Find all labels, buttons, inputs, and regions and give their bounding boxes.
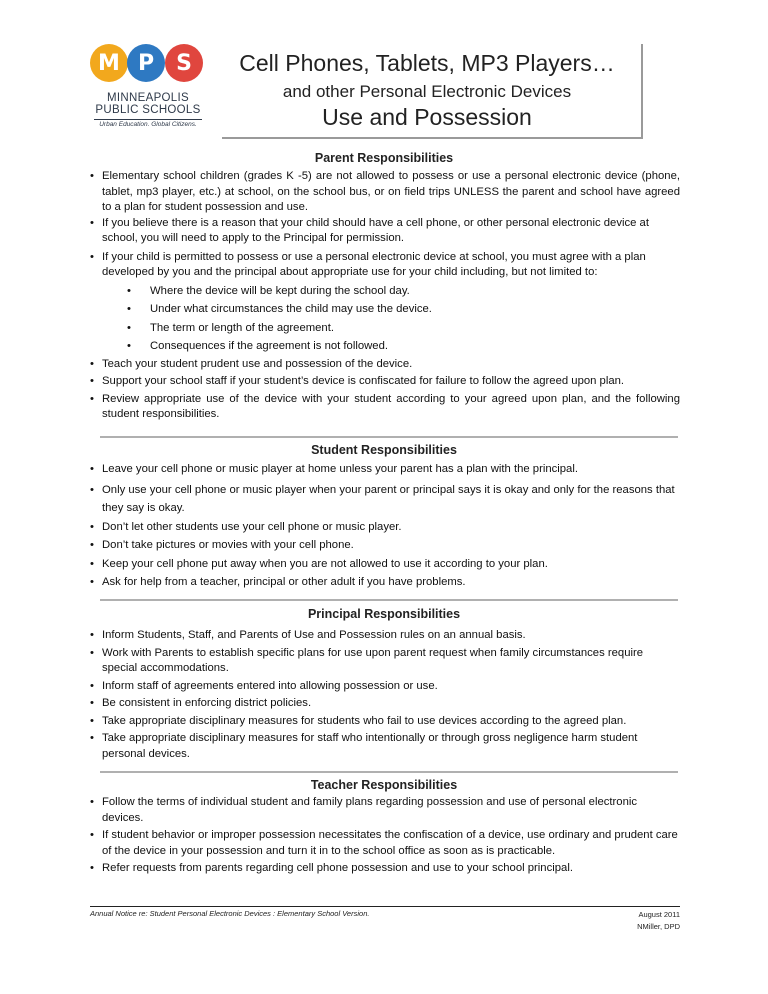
sub-list-item: • Consequences if the agreement is not followed. [102, 339, 680, 355]
section-divider [100, 436, 678, 438]
parent-sublist [102, 284, 680, 355]
logo-letter-m: M [90, 44, 128, 82]
logo-name-line1: MINNEAPOLIS [107, 92, 189, 104]
logo-name [94, 92, 202, 116]
footer-note: Annual Notice re: Student Personal Electronic Devices : Elementary School Version. [90, 909, 370, 918]
principal-section-title: Principal Responsibilities [307, 607, 461, 621]
footer-date: August 2011 [638, 910, 680, 919]
list-item: • If student behavior or improper possession necessitates the confiscation of a device, use ordinary and prudent care of the device in your possession and turn it in to the school office as soon as is practicable. [88, 828, 680, 859]
section-divider [100, 599, 678, 601]
teacher-section-title: Teacher Responsibilities [310, 778, 458, 792]
list-item [88, 250, 680, 355]
list-item: • Don’t let other students use your cell phone or music player. [88, 520, 680, 536]
list-item: • Be consistent in enforcing district policies. [88, 696, 680, 712]
list-item: • Only use your cell phone or music player when your parent or principal says it is okay and only for the reasons that they say is okay. [88, 481, 680, 517]
list-item: • Don’t take pictures or movies with your cell phone. [88, 538, 680, 554]
list-item: • Leave your cell phone or music player at home unless your parent has a plan with the principal. [88, 462, 680, 478]
sub-list-item: • The term or length of the agreement. [102, 321, 680, 337]
footer-meta [560, 909, 680, 933]
list-item: • Review appropriate use of the device with your student according to your agreed upon plan, and the following student responsibilities. [88, 392, 680, 423]
logo-letter-p: P [127, 44, 165, 82]
footer-rule [90, 906, 680, 907]
list-item: • Support your school staff if your student’s device is confiscated for failure to follow the agreed upon plan. [88, 374, 680, 390]
list-item: • Ask for help from a teacher, principal or other adult if you have problems. [88, 575, 680, 591]
parent-section-title: Parent Responsibilities [314, 151, 454, 165]
student-list [88, 462, 680, 591]
student-section-title: Student Responsibilities [311, 443, 457, 457]
teacher-list [88, 795, 680, 877]
page-heading: Use and Possession [322, 104, 532, 130]
section-divider [100, 771, 678, 773]
page-title: Cell Phones, Tablets, MP3 Players… [239, 50, 615, 76]
list-item: • Inform staff of agreements entered into allowing possession or use. [88, 679, 680, 695]
list-item: • Elementary school children (grades K -5) are not allowed to possess or use a personal electronic device (phone, tablet, mp3 player, etc.) at school, on the school bus, or on field trips UNLESS the parent and school have agreed to a plan for student possession and use. [88, 169, 680, 216]
list-item-text: If your child is permitted to possess or use a personal electronic device at school, you must agree with a plan developed by you and the principal about appropriate use for your child including, but not limited to: [102, 250, 646, 278]
list-item: • Take appropriate disciplinary measures for students who fail to use devices according to the agreed plan. [88, 714, 680, 730]
list-item: • Teach your student prudent use and possession of the device. [88, 357, 680, 373]
title-vertical-rule [641, 44, 643, 138]
list-item: • Take appropriate disciplinary measures for staff who intentionally or through gross negligence harm student personal devices. [88, 731, 680, 762]
list-item: • Follow the terms of individual student and family plans regarding possession and use of personal electronic devices. [88, 795, 680, 826]
logo-tagline: Urban Education. Global Citizens. [94, 119, 202, 128]
list-item: • Keep your cell phone put away when you are not allowed to use it according to your plan. [88, 557, 680, 573]
sub-list-item: • Where the device will be kept during the school day. [102, 284, 680, 300]
list-item: • If you believe there is a reason that your child should have a cell phone, or other personal electronic device at school, you will need to apply to the Principal for permission. [88, 216, 680, 247]
parent-list [88, 169, 680, 423]
logo-circles [88, 44, 204, 86]
sub-list-item: • Under what circumstances the child may use the device. [102, 302, 680, 318]
title-horizontal-rule [222, 137, 643, 139]
logo-letter-s: S [165, 44, 203, 82]
principal-list [88, 628, 680, 762]
list-item: • Refer requests from parents regarding cell phone possession and use to your school principal. [88, 861, 680, 877]
list-item: • Inform Students, Staff, and Parents of Use and Possession rules on an annual basis. [88, 628, 680, 644]
footer-author: NMiller, DPD [637, 922, 680, 931]
list-item: • Work with Parents to establish specific plans for use upon parent request when family circumstances require special accommodations. [88, 646, 680, 677]
logo-name-line2: PUBLIC SCHOOLS [95, 104, 201, 116]
mps-logo [88, 44, 204, 132]
page-subtitle: and other Personal Electronic Devices [282, 82, 572, 101]
